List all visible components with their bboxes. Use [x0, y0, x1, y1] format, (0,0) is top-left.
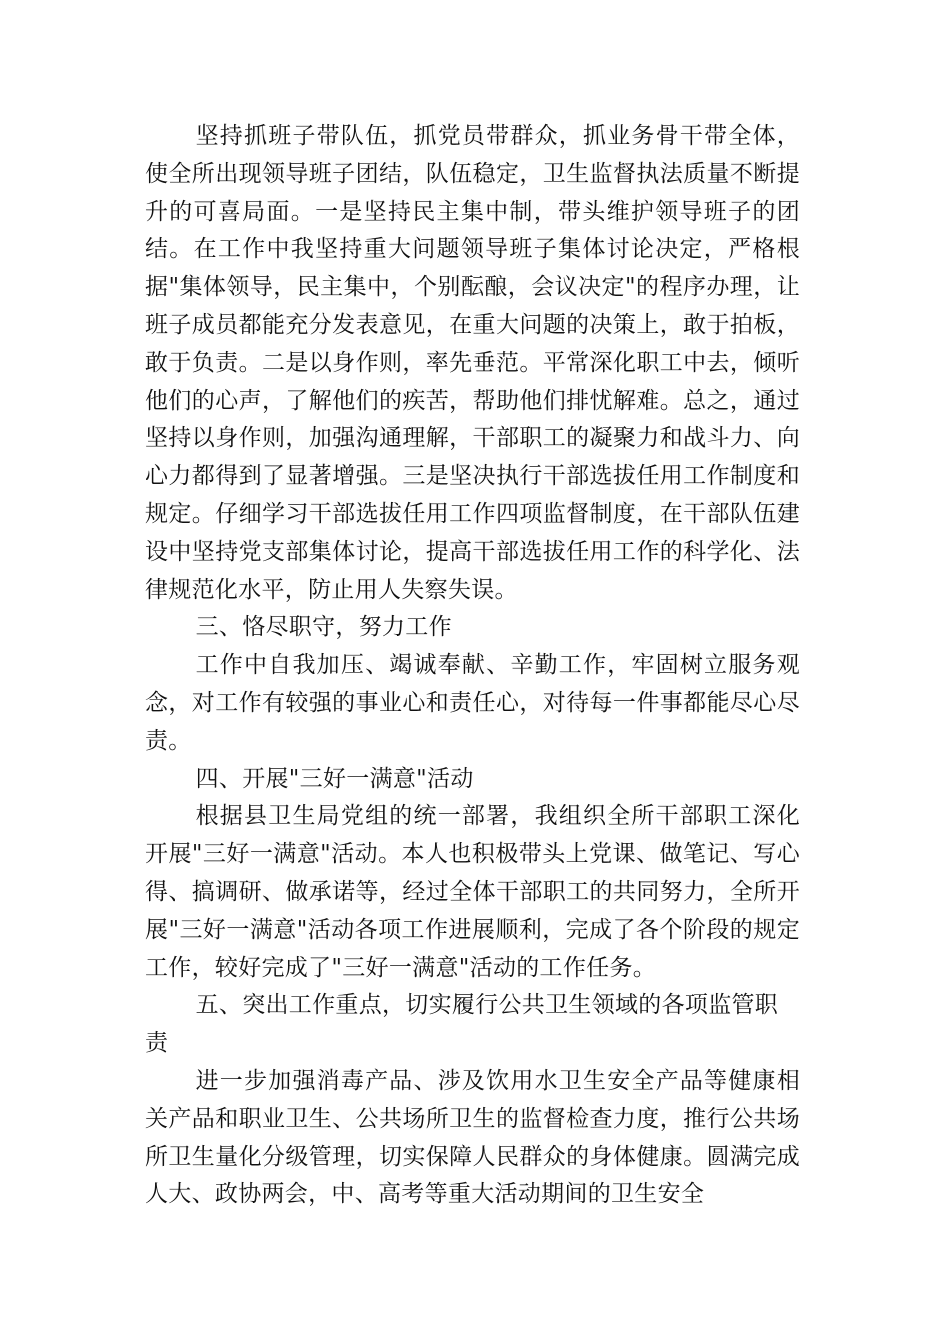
paragraph-supervision: 进一步加强消毒产品、涉及饮用水卫生安全产品等健康相关产品和职业卫生、公共场所卫生的监督检查力度，推行公共场所卫生量化分级管理，切实保障人民群众的身体健康。圆满完成人大、政协两会，中、高考等重大活动期间的卫生安全 — [145, 1067, 800, 1208]
paragraph-activity: 根据县卫生局党组的统一部署，我组织全所干部职工深化开展"三好一满意"活动。本人也积极带头上党课、做笔记、写心得、搞调研、做承诺等，经过全体干部职工的共同努力，全所开展"三好一满意"活动各项工作进展顺利，完成了各个阶段的规定工作，较好完成了"三好一满意"活动的工作任务。 — [145, 803, 800, 981]
paragraph-leadership: 坚持抓班子带队伍，抓党员带群众，抓业务骨干带全体，使全所出现领导班子团结，队伍稳定，卫生监督执法质量不断提升的可喜局面。一是坚持民主集中制，带头维护领导班子的团结。在工作中我坚持重大问题领导班子集体讨论决定，严格根据"集体领导，民主集中，个别酝酿，会议决定"的程序办理，让班子成员都能充分发表意见，在重大问题的决策上，敢于拍板，敢于负责。二是以身作则，率先垂范。平常深化职工中去，倾听他们的心声，了解他们的疾苦，帮助他们排忧解难。总之，通过坚持以身作则，加强沟通理解，干部职工的凝聚力和战斗力、向心力都得到了显著增强。三是坚决执行干部选拔任用工作制度和规定。仔细学习干部选拔任用工作四项监督制度，在干部队伍建设中坚持党支部集体讨论，提高干部选拔任用工作的科学化、法律规范化水平，防止用人失察失误。 — [145, 123, 800, 603]
section-heading-3: 三、恪尽职守，努力工作 — [195, 614, 452, 641]
section-heading-4: 四、开展"三好一满意"活动 — [195, 765, 474, 792]
section-heading-5: 五、突出工作重点，切实履行公共卫生领域的各项监管职责 — [145, 992, 779, 1057]
document-body — [145, 118, 800, 1214]
paragraph-diligence: 工作中自我加压、竭诚奉献、辛勤工作，牢固树立服务观念，对工作有较强的事业心和责任心，对待每一件事都能尽心尽责。 — [145, 652, 800, 754]
